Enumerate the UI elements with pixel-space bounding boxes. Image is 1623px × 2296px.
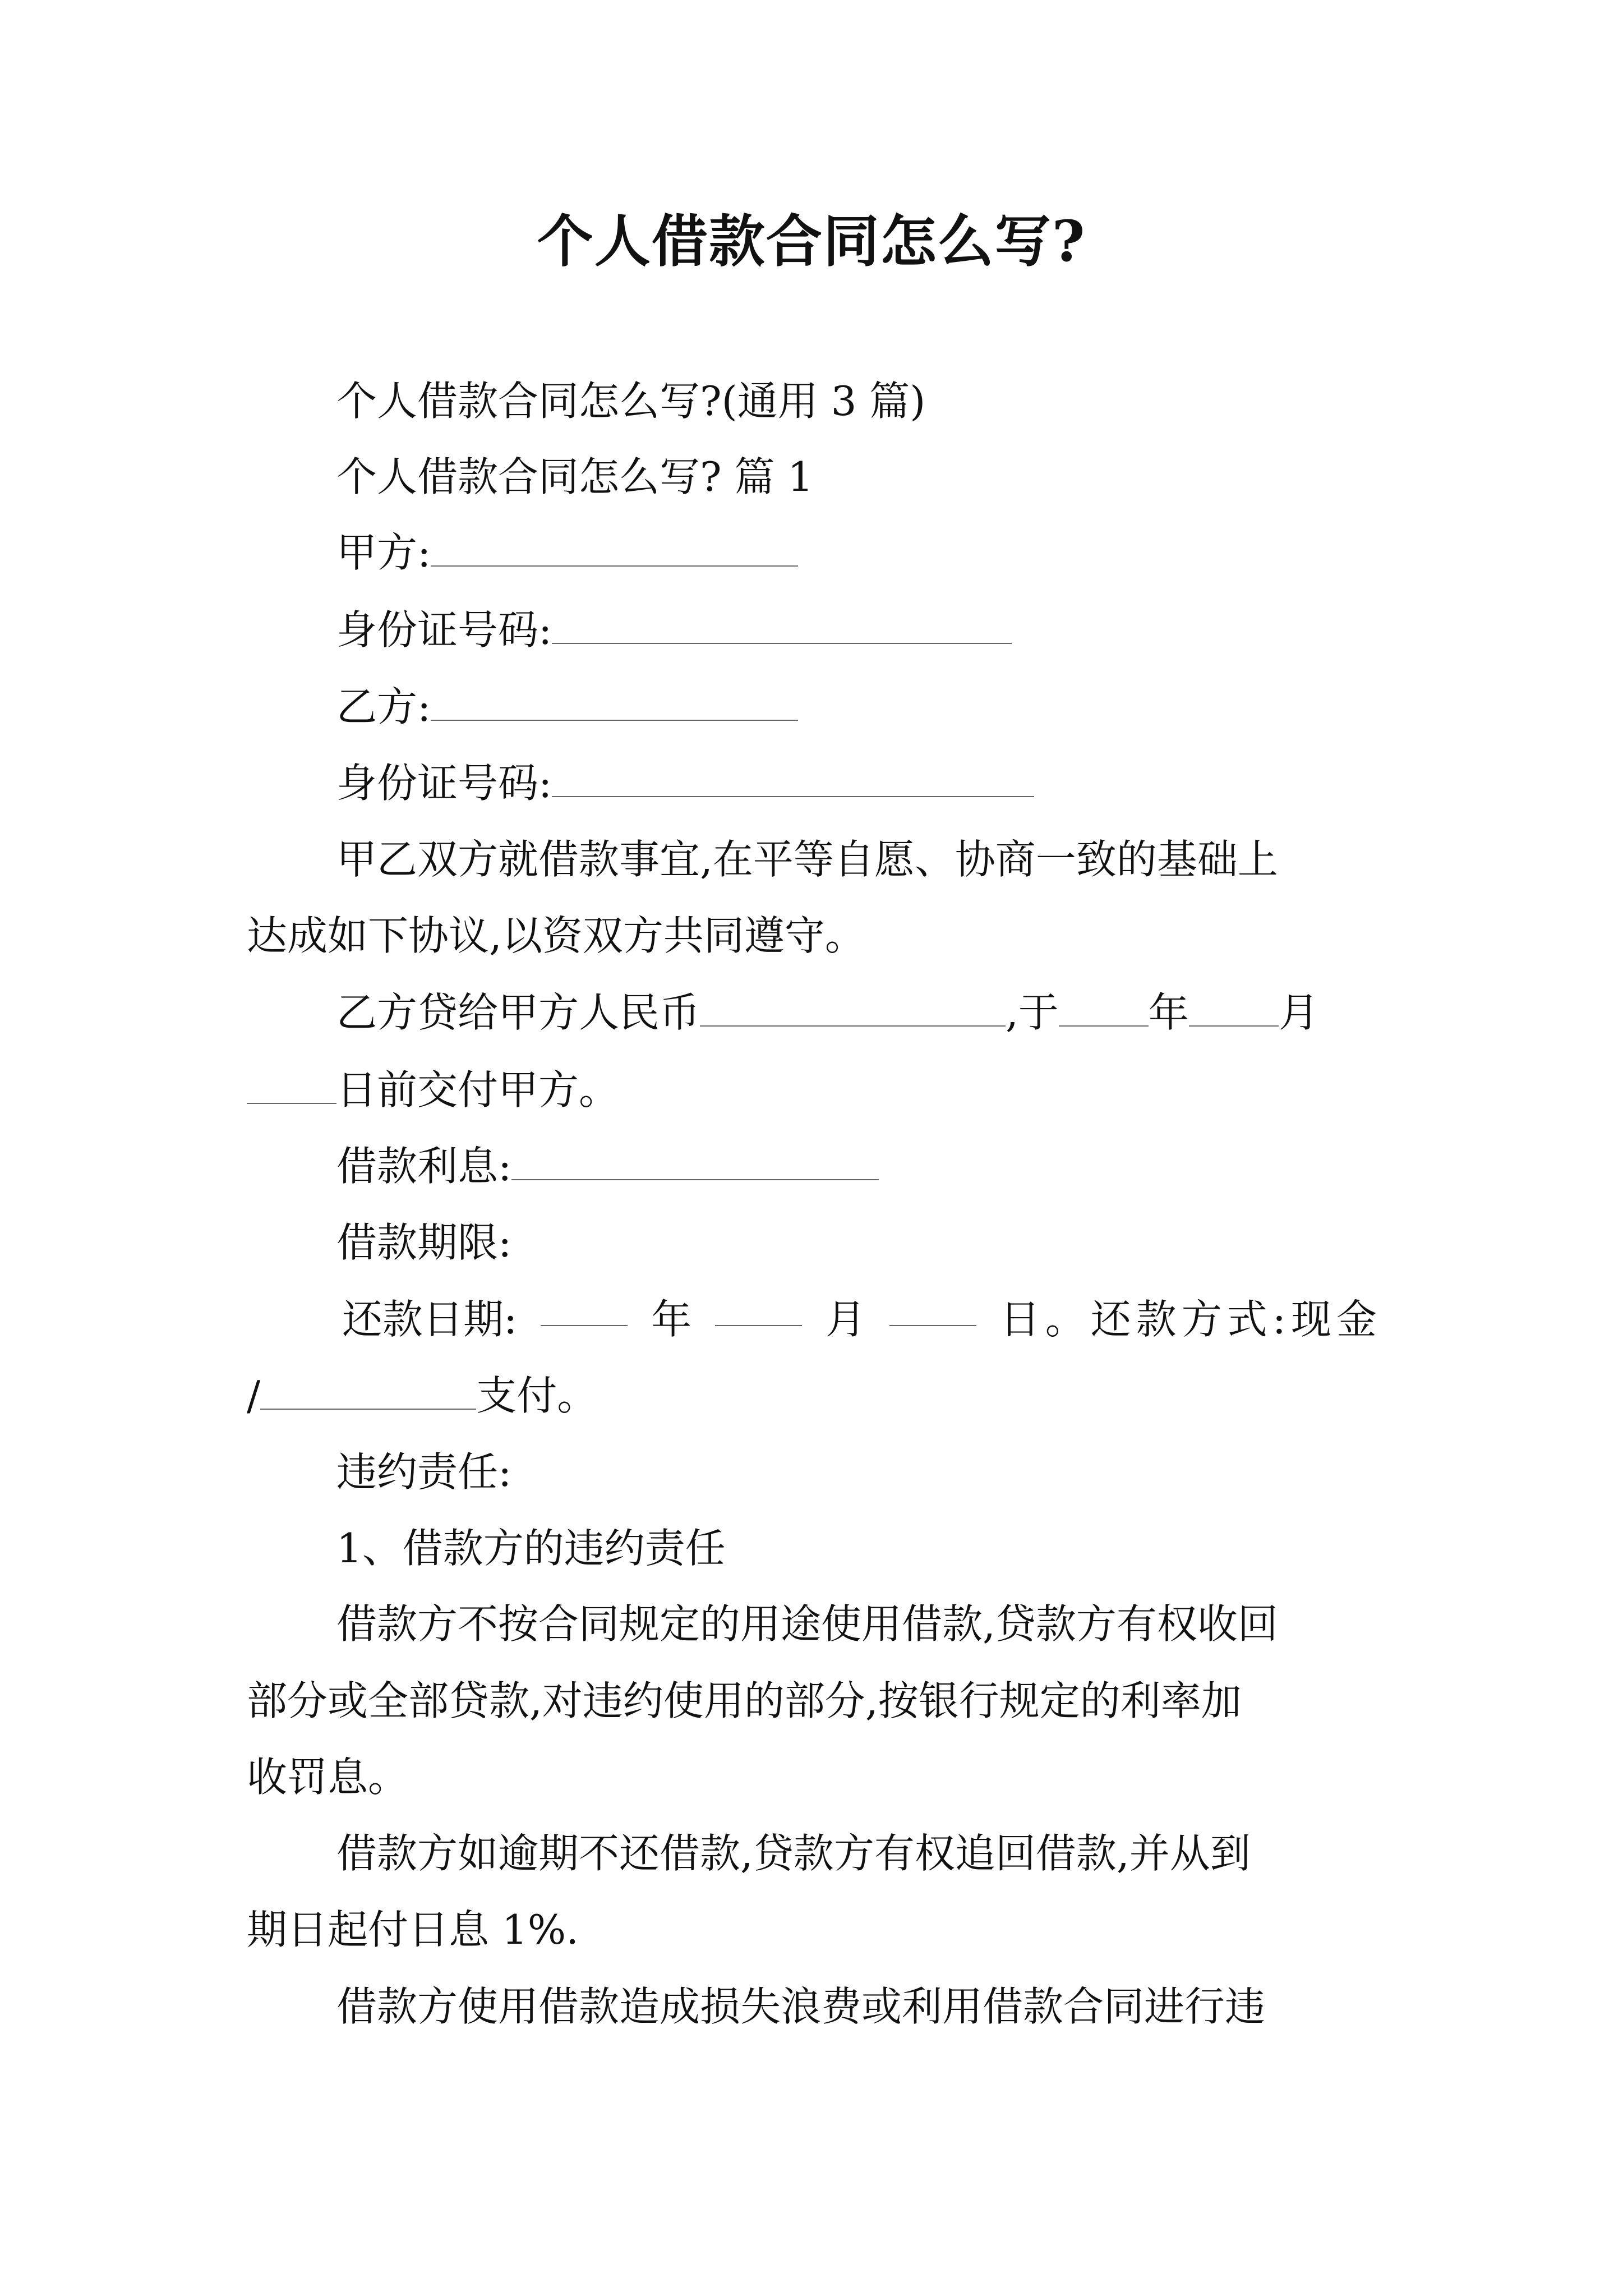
loan-amount-blank[interactable] <box>700 992 1006 1027</box>
loan-deliver-text: 日前交付甲方。 <box>336 1066 620 1114</box>
loan-day-blank[interactable] <box>247 1069 336 1104</box>
document-subtitle: 个人借款合同怎么写?(通用 3 篇) <box>336 378 926 425</box>
repay-year-char: 年 <box>651 1296 692 1343</box>
repay-date-label: 还款日期: <box>342 1296 518 1343</box>
party-b-row <box>336 679 798 735</box>
para1-line-1: 借款方不按合同规定的用途使用借款,贷款方有权收回 <box>336 1600 1278 1648</box>
loan-amount-row <box>336 984 1319 1041</box>
agreement-line-1: 甲乙双方就借款事宜,在平等自愿、协商一致的基础上 <box>336 836 1278 883</box>
party-a-label: 甲方: <box>336 529 431 576</box>
interest-label: 借款利息: <box>336 1143 512 1190</box>
party-b-id-blank[interactable] <box>552 762 1034 797</box>
section-heading: 个人借款合同怎么写? 篇 1 <box>336 453 814 500</box>
party-a-row <box>336 524 798 581</box>
repay-month-char: 月 <box>825 1296 866 1343</box>
loan-deliver-row <box>247 1062 619 1118</box>
payment-slash: / <box>247 1372 261 1419</box>
party-b-id-row <box>336 755 1034 811</box>
para2-line-2: 期日起付日息 1%. <box>247 1906 579 1953</box>
agreement-line-2: 达成如下协议,以资双方共同遵守。 <box>247 912 865 959</box>
para1-line-3: 收罚息。 <box>247 1754 409 1801</box>
party-a-id-row <box>336 602 1012 658</box>
para3-line-1: 借款方使用借款造成损失浪费或利用借款合同进行违 <box>336 1983 1266 2030</box>
breach-item-1: 1、借款方的违约责任 <box>336 1525 726 1572</box>
payment-row <box>247 1368 597 1424</box>
repay-year-blank[interactable] <box>541 1291 628 1326</box>
breach-label: 违约责任: <box>336 1448 512 1496</box>
para2-line-1: 借款方如逾期不还借款,贷款方有权追回借款,并从到 <box>336 1830 1251 1877</box>
party-b-id-label: 身份证号码: <box>336 760 552 807</box>
party-a-id-label: 身份证号码: <box>336 606 552 654</box>
repay-date-row <box>342 1291 1382 1347</box>
term-label: 借款期限: <box>336 1219 512 1266</box>
para1-line-2: 部分或全部贷款,对违约使用的部分,按银行规定的利率加 <box>247 1677 1242 1724</box>
interest-row <box>336 1138 879 1194</box>
party-b-blank[interactable] <box>431 686 798 721</box>
party-a-id-blank[interactable] <box>552 609 1012 644</box>
document-title: 个人借款合同怎么写? <box>537 208 1086 274</box>
payment-text: 支付。 <box>476 1372 598 1419</box>
party-a-blank[interactable] <box>431 532 798 567</box>
interest-blank[interactable] <box>511 1145 879 1180</box>
loan-year-char: 年 <box>1148 989 1189 1036</box>
loan-text-a: 乙方贷给甲方人民币 <box>336 989 700 1036</box>
loan-text-b: ,于 <box>1006 989 1059 1036</box>
repay-month-blank[interactable] <box>715 1291 802 1326</box>
party-b-label: 乙方: <box>336 683 431 730</box>
loan-year-blank[interactable] <box>1059 992 1149 1027</box>
repay-day-mid: 日。还款方式:现金 <box>999 1296 1382 1343</box>
loan-month-blank[interactable] <box>1189 992 1279 1027</box>
repay-day-blank[interactable] <box>889 1291 976 1326</box>
loan-month-char: 月 <box>1278 989 1319 1036</box>
payment-blank[interactable] <box>260 1375 476 1410</box>
